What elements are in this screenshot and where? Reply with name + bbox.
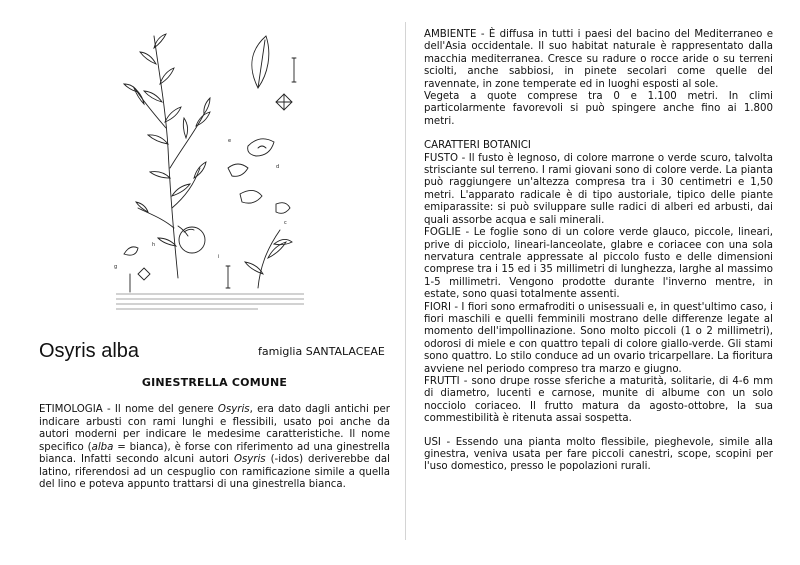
svg-text:i: i — [218, 254, 220, 260]
family-name: famiglia SANTALACEAE — [258, 345, 385, 358]
svg-text:d: d — [276, 164, 280, 170]
usi-paragraph: USI - Essendo una pianta molto flessibile, pieghevole, simile alla ginestra, veniva usata per fare piccoli canestri, scope, scopini per l'uso domestico, presso le popolazioni rurali. — [424, 436, 773, 473]
svg-text:e: e — [228, 138, 232, 144]
fiori-paragraph: FIORI - I fiori sono ermafroditi o unisessuali e, in quest'ultimo caso, i fiori maschili e quelli femminili mostrano delle differenze legate al momento dell'impollinazione. Sono molto piccoli (1 o 2 millimetri), odorosi di miele e con quattro tepali di colore giallo-verde. Gli stami sono quattro. Lo stilo conduce ad un ovario tricarpellare. La fioritura avviene nel periodo compreso tra marzo e giugno. — [424, 301, 773, 375]
frutti-paragraph: FRUTTI - sono drupe rosse sferiche a maturità, solitarie, di 4-6 mm di diametro, lucenti e carnose, munite di albume con un solo nocciolo coriaceo. Il frutto matura da agosto-ottobre, la sua commestibilità è ritenuta assai sospetta. — [424, 375, 773, 425]
svg-text:c: c — [284, 220, 287, 226]
foglie-paragraph: FOGLIE - Le foglie sono di un colore verde glauco, piccole, lineari, prive di picciolo, lineari-lanceolate, glabre e coriacee con una sola nervatura centrale appressate al piccolo fusto e delle dimensioni comprese tra i 15 ed i 35 millimetri di lunghezza, larghe al massimo 1-5 millimetri. Vengono prodotte durante l'inverno mentre, in estate, sono quasi totalmente assenti. — [424, 227, 773, 301]
genus-italic: Osyris — [217, 404, 250, 415]
fusto-paragraph: FUSTO - Il fusto è legnoso, di colore marrone o verde scuro, talvolta strisciante sul terreno. I rami giovani sono di colore verde. La pianta può raggiungere un'altezza compresa tra i 30 centimetri e 1,50 metri. L'apparato radicale è di tipo austoriale, tipico delle piante emiparassite: si può sviluppare sulle radici di alberi ed arbusti, dai quali assorbe acqua e sali minerali. — [424, 152, 773, 226]
etimologia-text: , era dato dagli antichi per indicare arbusti con rami lunghi e flessibili, usato poi anche da autori moderni per indicare le medesime caratteristiche. Il nome specifico ( — [39, 404, 390, 453]
svg-text:g: g — [114, 264, 118, 270]
caratteri-heading: CARATTERI BOTANICI — [424, 140, 531, 152]
etimologia-text: ETIMOLOGIA - Il nome del genere — [39, 404, 218, 415]
species-name: Osyris alba — [39, 340, 140, 362]
botanical-plate — [108, 18, 308, 316]
svg-text:h: h — [152, 242, 156, 248]
etimologia-text: = bianca), è forse con riferimento ad una ginestrella bianca. Infatti secondo alcuni autori — [39, 441, 391, 466]
column-divider — [405, 22, 406, 540]
epithet-italic: alba — [91, 441, 114, 453]
ambiente-quote-paragraph: Vegeta a quote comprese tra 0 e 1.100 metri. In climi particolarmente favorevoli si può spingere anche fino ai 1.800 metri. — [424, 91, 773, 127]
description-column — [424, 29, 773, 474]
etimologia-paragraph — [39, 404, 390, 492]
botanical-plate-icon — [108, 18, 308, 316]
genus-italic: Osyris — [233, 454, 266, 466]
common-name-heading: GINESTRELLA COMUNE — [141, 376, 288, 389]
ambiente-paragraph: AMBIENTE - È diffusa in tutti i paesi del bacino del Mediterraneo e dell'Asia occidentale. Il suo habitat naturale è rappresentato dalla macchia mediterranea. Cresce su radure o rocce aride o su terreni sciolti, anche sabbiosi, in pinete secolari come quelle del ravennate, in zone temperate ed in luoghi esposti al sole. — [424, 29, 773, 90]
etimologia-text: (-idos) deriverebbe dal latino, riferendosi ad un cespuglio con ramificazione simile a quella del lino e poteva appunto trattarsi di una ginestrella bianca. — [39, 454, 390, 491]
